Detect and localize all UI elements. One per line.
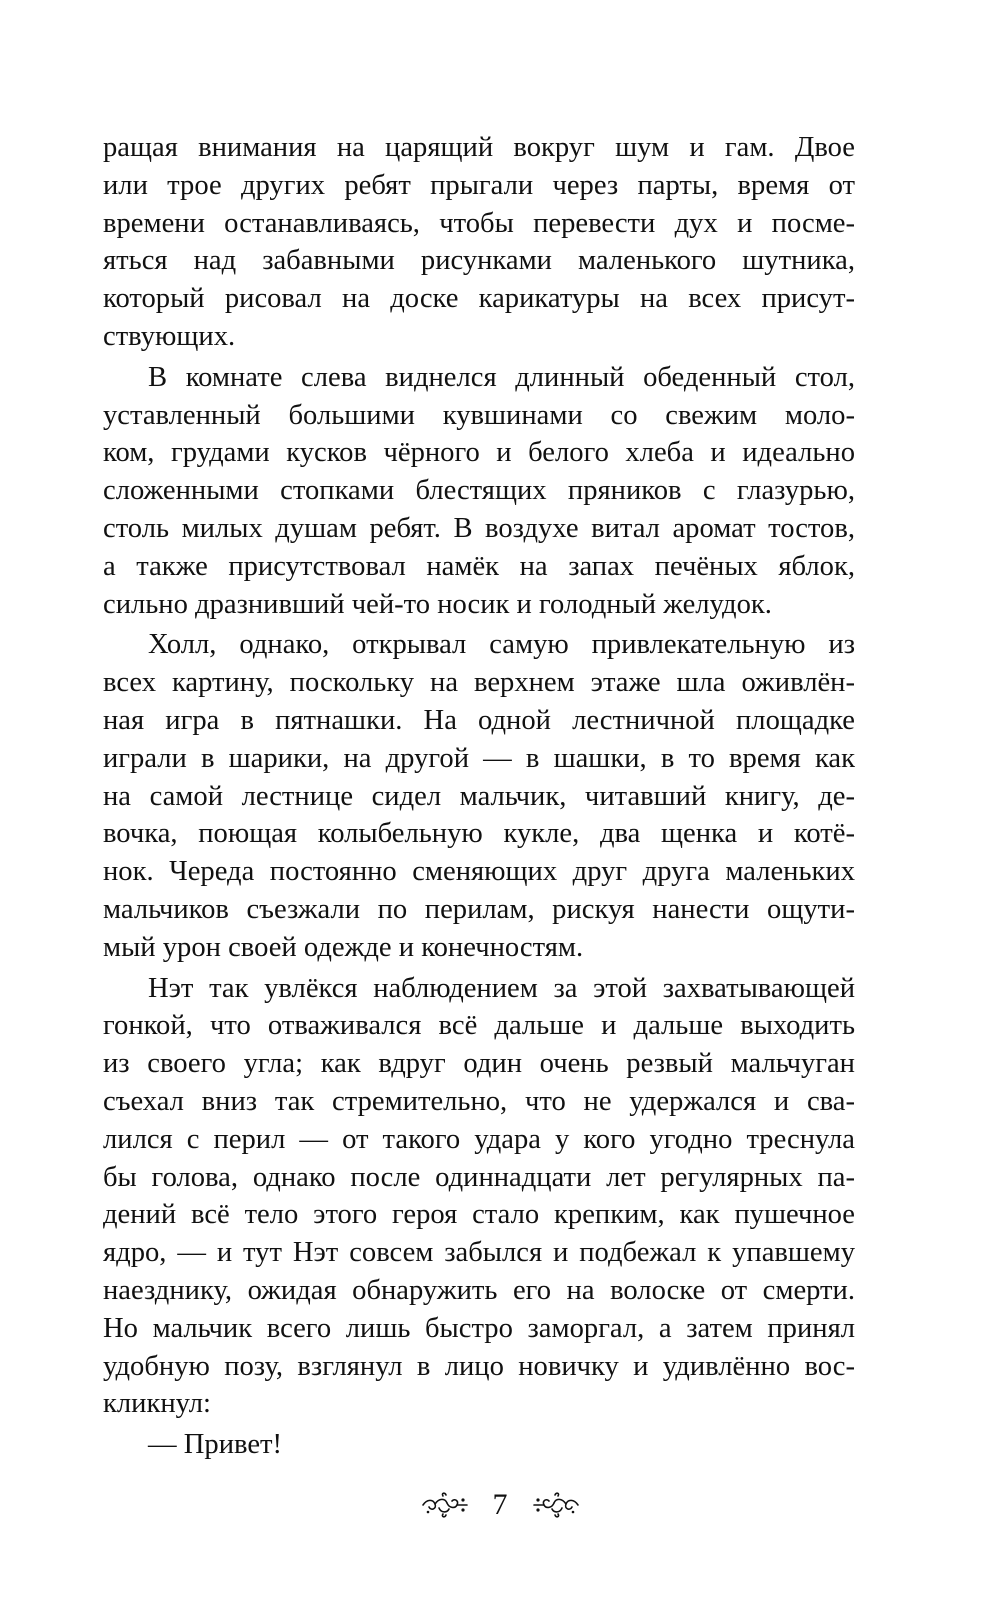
text-line: ядро, — и тут Нэт совсем забылся и подбежал к упавшему <box>103 1237 855 1269</box>
text-line: столь милых душам ребят. В воздухе витал аромат тостов, <box>103 512 855 544</box>
floral-ornament-right-icon <box>530 1490 582 1520</box>
text-line: бы голова, однако после одиннадцати лет регулярных па- <box>103 1161 855 1193</box>
text-line: ращая внимания на царящий вокруг шум и гам. Двое <box>103 132 855 163</box>
text-line: Но мальчик всего лишь быстро заморгал, а затем принял <box>103 1312 855 1344</box>
text-line: нок. Череда постоянно сменяющих друг друга маленьких <box>103 856 855 888</box>
text-line: гонкой, что отваживался всё дальше и дальше выходить <box>103 1010 855 1042</box>
text-line: лился с перил — от такого удара у кого угодно треснула <box>103 1123 855 1155</box>
paragraph <box>103 359 855 624</box>
paragraph <box>103 129 855 356</box>
text-line: играли в шарики, на другой — в шашки, в то время как <box>103 742 855 774</box>
text-line: на самой лестнице сидел мальчик, читавший книгу, де- <box>103 780 855 812</box>
text-line: съехал вниз так стремительно, что не удержался и сва- <box>103 1085 855 1117</box>
text-line: или трое других ребят прыгали через парты, время от <box>103 169 855 201</box>
floral-ornament-left-icon <box>419 1490 471 1520</box>
text-line: который рисовал на доске карикатуры на всех присут- <box>103 283 855 315</box>
text-line: ствующих. <box>103 320 236 352</box>
text-line: мальчиков съезжали по перилам, рискуя нанести ощути- <box>103 893 855 925</box>
text-line: уставленный большими кувшинами со свежим моло- <box>103 399 855 431</box>
paragraph <box>103 970 855 1424</box>
text-line: а также присутствовал намёк на запах печёных яблок, <box>103 550 855 582</box>
text-line: ком, грудами кусков чёрного и белого хлеба и идеально <box>103 437 855 469</box>
text-line: яться над забавными рисунками маленького шутника, <box>103 245 855 277</box>
text-line: Холл, однако, открывал самую привлекательную из <box>148 629 855 661</box>
text-line: из своего угла; как вдруг один очень резвый мальчуган <box>103 1048 855 1080</box>
paragraph <box>103 1426 855 1464</box>
text-line: дений всё тело этого героя стало крепким, как пушечное <box>103 1199 855 1231</box>
text-line: наезднику, ожидая обнаружить его на волоске от смерти. <box>103 1274 855 1306</box>
page-footer <box>0 1480 1000 1530</box>
text-line: всех картину, поскольку на верхнем этаже шла оживлён- <box>103 667 855 699</box>
paragraph <box>103 626 855 966</box>
text-line: времени останавливаясь, чтобы перевести дух и посме- <box>103 207 855 239</box>
page-number: 7 <box>492 1488 508 1521</box>
text-line: сложенными стопками блестящих пряников с глазурью, <box>103 475 855 507</box>
text-line: удобную позу, взглянул в лицо новичку и удивлённо вос- <box>103 1350 855 1382</box>
text-line: сильно дразнивший чей-то носик и голодный желудок. <box>103 588 772 620</box>
text-line: вочка, поющая колыбельную кукле, два щенка и котё- <box>103 818 855 850</box>
body-text <box>103 129 855 1467</box>
text-line: В комнате слева виднелся длинный обеденный стол, <box>148 361 855 393</box>
text-line: — Привет! <box>148 1429 283 1461</box>
text-line: Нэт так увлёкся наблюдением за этой захватывающей <box>148 972 855 1004</box>
text-line: мый урон своей одежде и конечностям. <box>103 931 584 963</box>
text-line: ная игра в пятнашки. На одной лестничной площадке <box>103 704 855 736</box>
text-line: кликнул: <box>103 1388 211 1420</box>
